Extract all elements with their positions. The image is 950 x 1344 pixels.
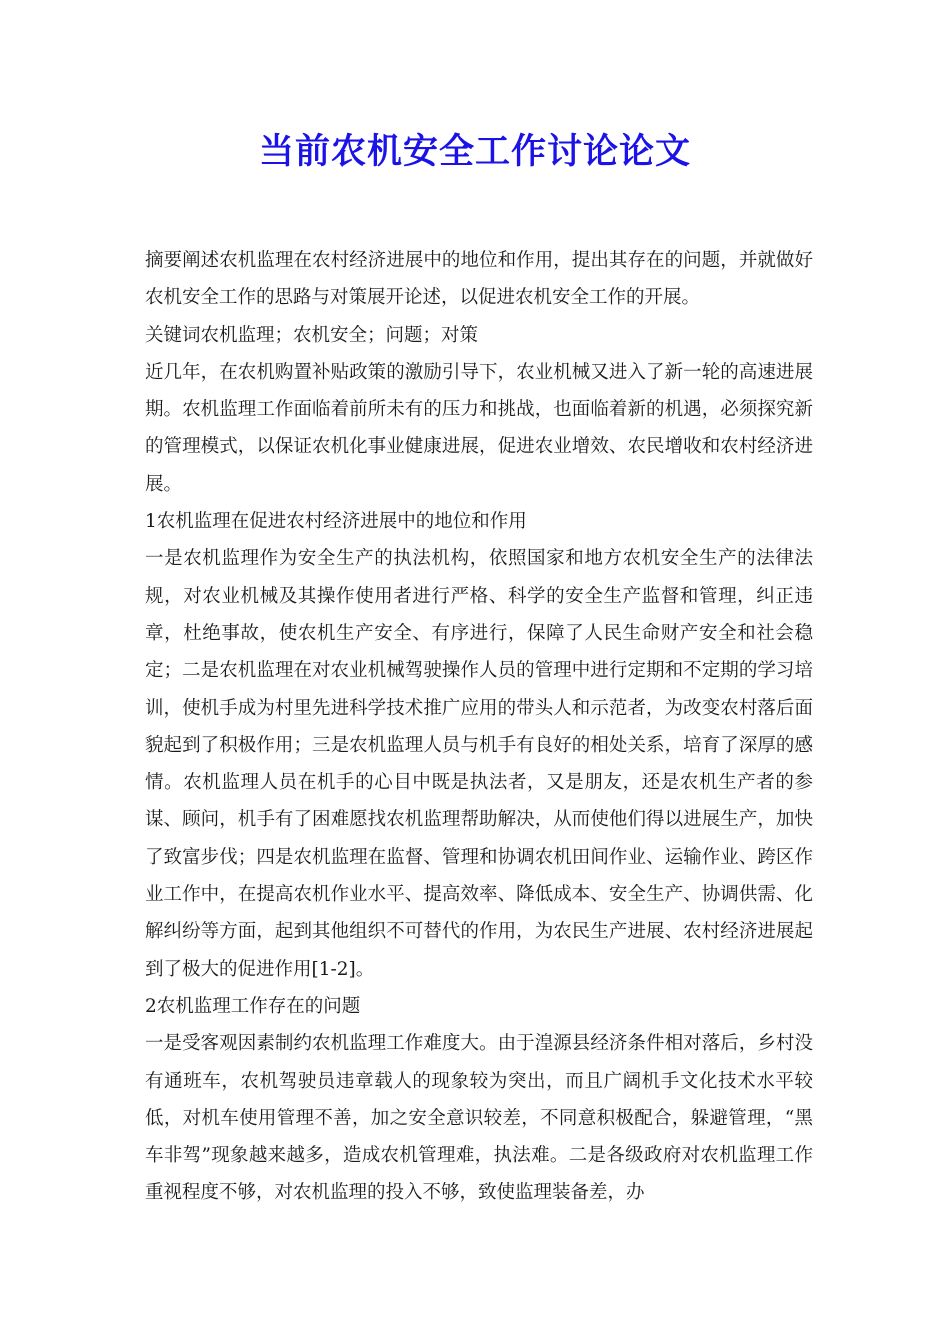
keywords-paragraph: 关键词农机监理；农机安全；问题；对策 — [145, 324, 479, 346]
intro-paragraph: 近几年，在农机购置补贴政策的激励引导下，农业机械又进入了新一轮的高速进展期。农机监理工作面临着前所未有的压力和挑战，也面临着新的机遇，必须探究新的管理模式，以保证农机化事业健康进展，促进农业增效、农民增收和农村经济进展。 — [145, 361, 813, 495]
document-title: 当前农机安全工作讨论论文 — [258, 132, 691, 172]
section-heading-2: 2农机监理工作存在的问题 — [145, 995, 361, 1017]
section-heading-1: 1农机监理在促进农村经济进展中的地位和作用 — [145, 511, 527, 533]
document-body — [145, 242, 813, 1212]
section-1-paragraph: 一是农机监理作为安全生产的执法机构，依照国家和地方农机安全生产的法律法规，对农业机械及其操作使用者进行严格、科学的安全生产监督和管理，纠正违章，杜绝事故，使农机生产安全、有序进行，保障了人民生命财产安全和社会稳定；二是农机监理在对农业机械驾驶操作人员的管理中进行定期和不定期的学习培训，使机手成为村里先进科学技术推广应用的带头人和示范者，为改变农村落后面貌起到了积极作用；三是农机监理人员与机手有良好的相处关系，培育了深厚的感情。农机监理人员在机手的心目中既是执法者，又是朋友，还是农机生产者的参谋、顾问，机手有了困难愿找农机监理帮助解决，从而使他们得以进展生产，加快了致富步伐；四是农机监理在监督、管理和协调农机田间作业、运输作业、跨区作业工作中，在提高农机作业水平、提高效率、降低成本、安全生产、协调供需、化解纠纷等方面，起到其他组织不可替代的作用，为农民生产进展、农村经济进展起到了极大的促进作用[1-2]。 — [145, 548, 813, 980]
section-2-paragraph: 一是受客观因素制约农机监理工作难度大。由于湟源县经济条件相对落后，乡村没有通班车，农机驾驶员违章载人的现象较为突出，而且广阔机手文化技术水平较低，对机车使用管理不善，加之安全意识较差，不同意积极配合，躲避管理，“黑车非驾”现象越来越多，造成农机管理难，执法难。二是各级政府对农机监理工作重视程度不够，对农机监理的投入不够，致使监理装备差，办 — [145, 1033, 813, 1204]
abstract-paragraph: 摘要阐述农机监理在农村经济进展中的地位和作用，提出其存在的问题，并就做好农机安全工作的思路与对策展开论述，以促进农机安全工作的开展。 — [145, 250, 813, 309]
